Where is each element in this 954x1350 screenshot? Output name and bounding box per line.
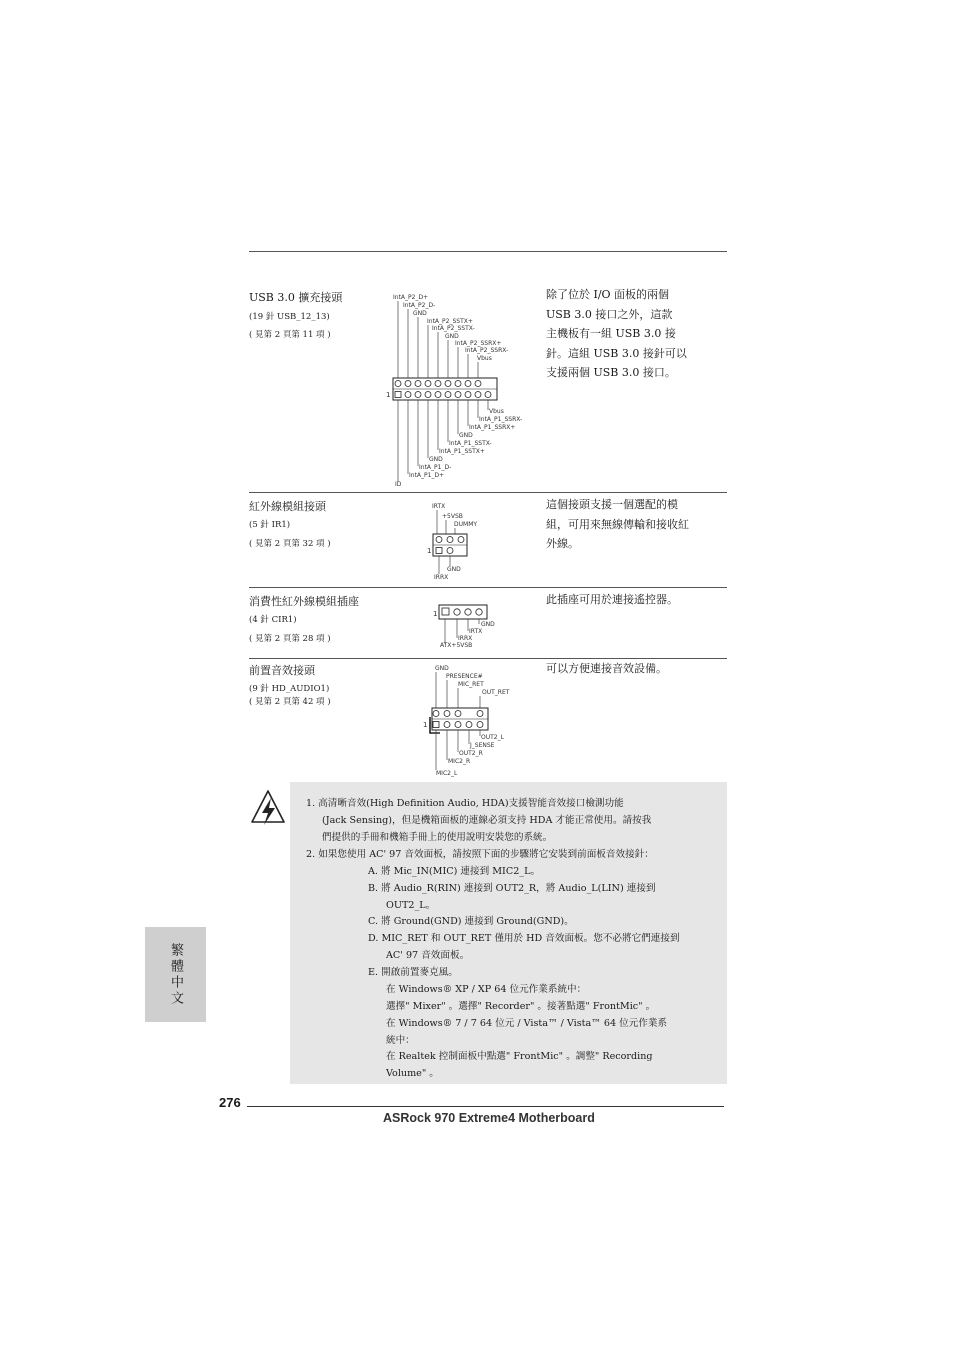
note-line: 在 Windows® 7 / 7 64 位元 / Vista™ / Vista™ 64 位元作業系 — [386, 1018, 668, 1029]
ir-label: DUMMY — [454, 521, 478, 528]
note-line: OUT2_L。 — [386, 900, 436, 911]
usb3-bottom-label: IntA_P1_SSRX- — [479, 416, 523, 423]
usb3-top-label: Vbus — [477, 355, 492, 362]
ir-pins: (5 針 IR1) — [249, 520, 291, 530]
warning-icon — [249, 788, 287, 830]
usb3-bottom-label: IntA_P1_SSTX- — [449, 440, 492, 447]
audio-bottom-label: MIC2_R — [448, 758, 471, 765]
usb3-bottom-label: IntA_P1_D- — [419, 464, 452, 471]
usb3-bottom-label: GND — [429, 456, 443, 463]
usb3-top-label: GND — [413, 310, 427, 317]
ir-label: GND — [447, 566, 461, 573]
note-line: 統中： — [386, 1035, 415, 1046]
usb3-pin1: 1 — [386, 391, 391, 399]
audio-bottom-label: OUT2_R — [459, 750, 483, 757]
usb3-desc-line: 除了位於 I/O 面板的兩個 — [546, 288, 670, 301]
cir-label: IRRX — [458, 635, 473, 642]
audio-desc-line: 可以方便連接音效設備。 — [546, 662, 667, 675]
note-line: 在 Windows® XP / XP 64 位元作業系統中： — [386, 984, 587, 995]
usb3-bottom-label: Vbus — [489, 408, 504, 415]
ir-title: 紅外線模組接頭 — [249, 500, 326, 513]
usb3-bottom-label: ID — [395, 481, 402, 488]
cir-desc-line: 此插座可用於連接遙控器。 — [546, 593, 678, 606]
ir-pin1: 1 — [427, 547, 432, 555]
usb3-bottom-label: GND — [459, 432, 473, 439]
note-line: B. 將 Audio_R(RIN) 連接到 OUT2_R，將 Audio_L(LIN) 連接到 — [368, 883, 656, 894]
cir-pins: (4 針 CIR1) — [249, 615, 297, 625]
audio-top-label: PRESENCE# — [446, 673, 483, 680]
audio-desc — [546, 659, 721, 679]
note-line: 們提供的手冊和機箱手冊上的使用說明安裝您的系統。 — [322, 832, 553, 843]
section-rule — [249, 587, 727, 588]
footer-title: ASRock 970 Extreme4 Motherboard — [383, 1111, 595, 1125]
audio-header-diagram — [420, 662, 520, 780]
usb3-top-label: IntA_P2_SSTX- — [432, 325, 475, 332]
usb3-bottom-label: IntA_P1_D+ — [409, 472, 445, 479]
audio-bottom-label: MIC2_L — [436, 770, 458, 777]
usb3-title: USB 3.0 擴充接頭 — [249, 291, 343, 304]
usb3-top-label: IntA_P2_D- — [403, 302, 436, 309]
note-line: E. 開啟前置麥克風。 — [368, 967, 458, 978]
note-line: C. 將 Ground(GND) 連接到 Ground(GND)。 — [368, 916, 574, 927]
audio-pin1: 1 — [423, 721, 428, 729]
cir-header-diagram — [432, 603, 507, 649]
cir-label: ATX+5VSB — [440, 642, 473, 649]
ir-desc-line: 外線。 — [546, 537, 579, 550]
cir-ref: ( 見第 2 頁第 28 項 ) — [249, 634, 331, 644]
note-line: 1. 高清晰音效(High Definition Audio, HDA)支援智能音效接口檢測功能 — [306, 798, 624, 809]
cir-label: IRTX — [469, 628, 483, 635]
ir-desc-line: 組，可用來無線傳輸和接收紅 — [546, 517, 689, 531]
usb3-bottom-label: IntA_P1_SSRX+ — [469, 424, 516, 431]
usb3-bottom-label: IntA_P1_SSTX+ — [439, 448, 485, 455]
cir-desc — [546, 590, 721, 610]
usb3-desc — [546, 285, 721, 383]
ir-label: +5VSB — [442, 513, 463, 520]
usb3-top-label: IntA_P2_SSRX- — [465, 347, 509, 354]
ir-label: IRTX — [432, 503, 446, 510]
cir-title: 消費性紅外線模組插座 — [249, 595, 359, 608]
ir-desc — [546, 495, 721, 554]
audio-top-label: GND — [435, 665, 449, 672]
note-line: 2. 如果您使用 AC' 97 音效面板，請按照下面的步驟將它安裝到前面板音效接針： — [306, 849, 654, 860]
usb3-desc-line: 支援兩個 USB 3.0 接口。 — [546, 366, 676, 379]
ir-label: IRRX — [434, 574, 449, 581]
usb3-header-diagram — [385, 290, 525, 488]
note-line: 選擇" Mixer" 。選擇" Recorder" 。接著點選" FrontMic" 。 — [386, 1001, 656, 1012]
ir-desc-line: 這個接頭支援一個選配的模 — [546, 498, 678, 511]
audio-ref: ( 見第 2 頁第 42 項 ) — [249, 697, 331, 707]
ir-ref: ( 見第 2 頁第 32 項 ) — [249, 539, 331, 549]
note-line: D. MIC_RET 和 OUT_RET 僅用於 HD 音效面板。您不必將它們連接到 — [368, 933, 680, 944]
note-line: 在 Realtek 控制面板中點選" FrontMic" 。調整" Recording — [386, 1051, 653, 1062]
usb3-top-label: IntA_P2_D+ — [393, 294, 429, 301]
usb3-desc-line: 主機板有一組 USB 3.0 接 — [546, 327, 676, 340]
usb3-pins: (19 針 USB_12_13) — [249, 312, 330, 322]
top-rule — [249, 251, 727, 252]
usb3-desc-line: 針。這組 USB 3.0 接針可以 — [546, 346, 687, 360]
usb3-top-label: IntA_P2_SSRX+ — [455, 340, 502, 347]
audio-top-label: MIC_RET — [458, 681, 484, 688]
note-line: Volume" 。 — [386, 1068, 439, 1079]
language-tab-label: 繁體中文 — [168, 942, 183, 1007]
usb3-ref: ( 見第 2 頁第 11 項 ) — [249, 330, 331, 340]
language-side-tab — [145, 927, 206, 1022]
cir-label: GND — [481, 621, 495, 628]
audio-title: 前置音效接頭 — [249, 664, 315, 677]
audio-bottom-label: J_SENSE — [470, 742, 495, 749]
note-line: AC' 97 音效面板。 — [386, 950, 470, 961]
usb3-desc-line: USB 3.0 接口之外，這款 — [546, 307, 673, 321]
note-line: A. 將 Mic_IN(MIC) 連接到 MIC2_L。 — [368, 866, 541, 877]
footer-rule — [247, 1106, 724, 1107]
cir-pin1: 1 — [433, 610, 438, 618]
usb3-top-label: IntA_P2_SSTX+ — [427, 318, 473, 325]
audio-bottom-label: OUT2_L — [481, 734, 504, 741]
page-number: 276 — [219, 1095, 241, 1110]
audio-top-label: OUT_RET — [482, 689, 510, 696]
audio-pins: (9 針 HD_AUDIO1) — [249, 684, 330, 694]
usb3-top-label: GND — [445, 333, 459, 340]
ir-header-diagram — [426, 500, 496, 582]
section-rule — [249, 492, 727, 493]
note-line: (Jack Sensing)，但是機箱面板的連線必須支持 HDA 才能正常使用。請按我 — [322, 815, 652, 826]
